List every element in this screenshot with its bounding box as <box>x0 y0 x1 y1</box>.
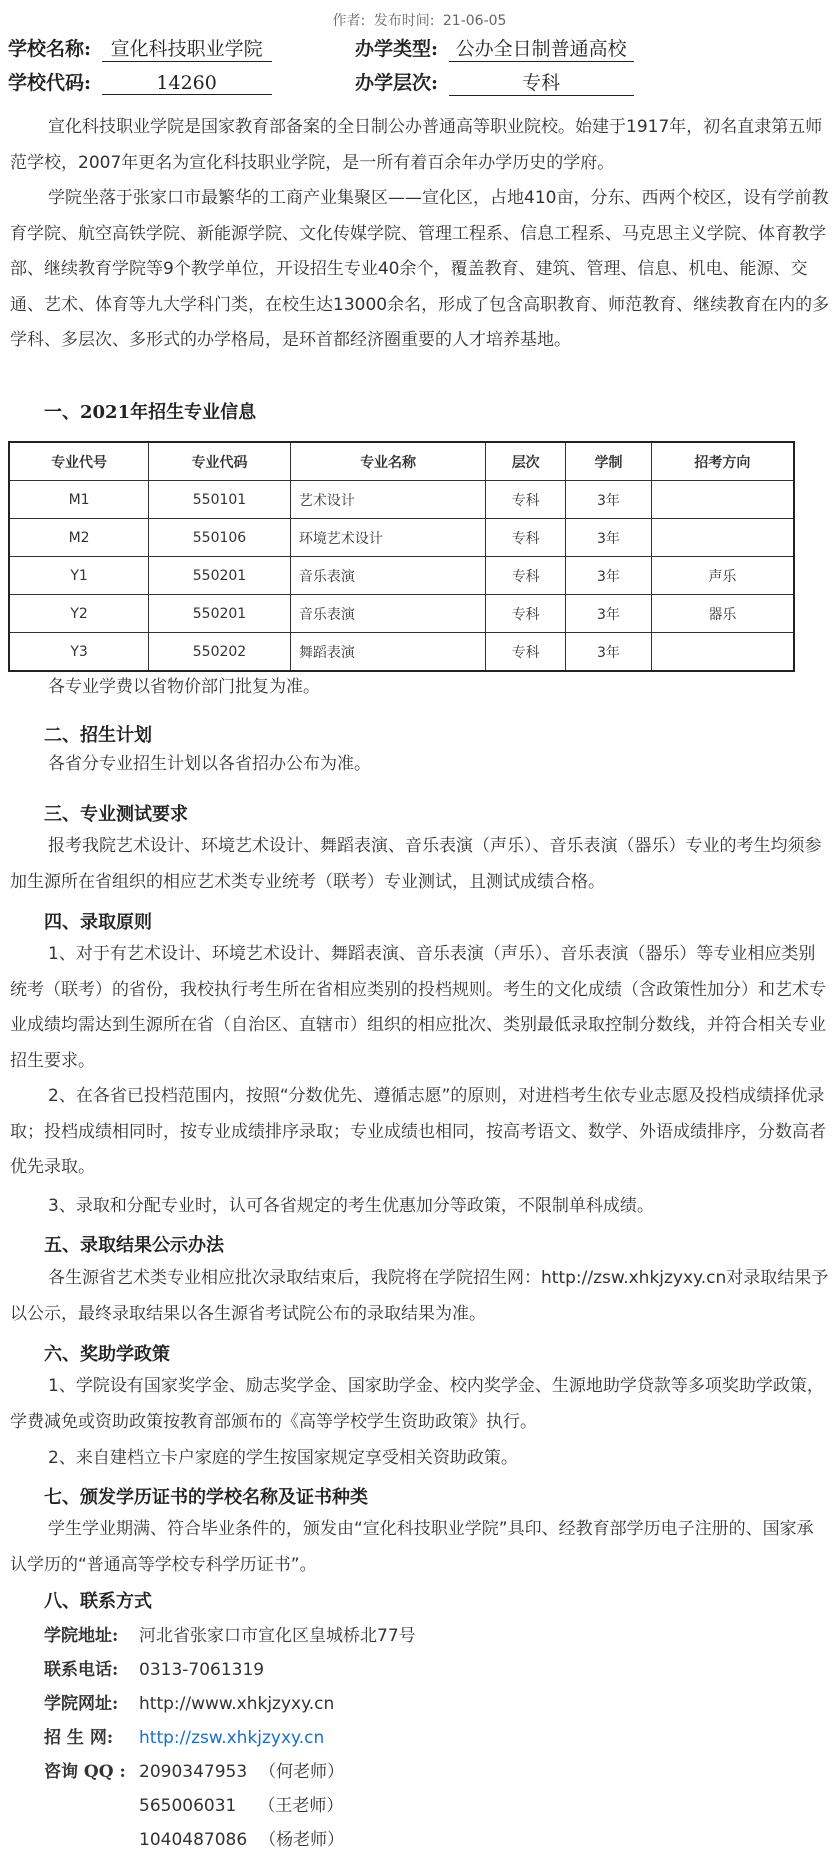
cell-name: 艺术设计 <box>290 481 485 519</box>
contact-qq-2 <box>139 1791 343 1816</box>
code-label: 学校代码: <box>8 72 92 94</box>
publish-time: 21-06-05 <box>442 13 507 29</box>
col-header-level: 层次 <box>486 442 566 481</box>
majors-table <box>8 441 795 672</box>
address-value: 河北省张家口市宣化区皇城桥北77号 <box>139 1626 416 1646</box>
school-name: 宣化科技职业学院 <box>102 34 272 62</box>
type-value: 公办全日制普通高校 <box>449 34 634 62</box>
cell-name: 音乐表演 <box>290 557 485 595</box>
qq-label: 咨询 QQ : <box>44 1762 126 1782</box>
cell-duration: 3年 <box>566 595 652 633</box>
col-header-code-no: 专业代号 <box>9 442 149 481</box>
phone-label: 联系电话: <box>44 1660 119 1680</box>
cell-code: 550201 <box>149 557 291 595</box>
cell-level: 专科 <box>486 633 566 672</box>
table-row <box>9 633 794 672</box>
admission-site-link[interactable]: http://zsw.xhkjzyxy.cn <box>139 1728 325 1748</box>
type-label: 办学类型: <box>355 38 439 60</box>
table-row <box>9 481 794 519</box>
cell-duration: 3年 <box>566 557 652 595</box>
contact-address <box>44 1621 416 1646</box>
contact-phone <box>44 1655 264 1680</box>
section-6-title: 六、奖助学政策 <box>44 1344 170 1365</box>
cell-code-no: Y2 <box>9 595 149 633</box>
cell-direction <box>651 633 794 672</box>
cell-name: 环境艺术设计 <box>290 519 485 557</box>
cell-direction: 器乐 <box>651 595 794 633</box>
cell-code-no: M2 <box>9 519 149 557</box>
qq-contact-person: （王老师） <box>258 1796 344 1816</box>
contact-qq-1 <box>44 1757 344 1782</box>
section-4-text-1: 1、对于有艺术设计、环境艺术设计、舞蹈表演、音乐表演（声乐）、音乐表演（器乐）等专业相应类别统考（联考）的省份，我校执行考生所在省相应类别的投档规则。考生的文化成绩（含政策性加分）和艺术专业成绩均需达到生源所在省（自治区、直辖市）组织的相应批次、类别最低录取控制分数线，并符合相关专业招生要求。 <box>10 944 826 1071</box>
qq-number: 565006031 <box>139 1796 237 1816</box>
intro-paragraph-1: 宣化科技职业学院是国家教育部备案的全日制公办普通高等职业院校。始建于1917年，初名直隶第五师范学校，2007年更名为宣化科技职业学院，是一所有着百余年办学历史的学府。 <box>10 117 823 173</box>
section-3-title: 三、专业测试要求 <box>44 804 188 825</box>
section-4-text-3: 3、录取和分配专业时，认可各省规定的考生优惠加分等政策，不限制单科成绩。 <box>48 1196 654 1216</box>
website-value: http://www.xhkjzyxy.cn <box>139 1694 335 1714</box>
section-8-title: 八、联系方式 <box>44 1591 152 1612</box>
level-label: 办学层次: <box>355 72 439 94</box>
cell-level: 专科 <box>486 519 566 557</box>
cell-level: 专科 <box>486 481 566 519</box>
section-2-title: 二、招生计划 <box>44 725 152 746</box>
info-row-type <box>355 34 634 62</box>
section-4-title: 四、录取原则 <box>44 912 152 933</box>
info-row-level <box>355 68 634 96</box>
school-name-label: 学校名称: <box>8 38 92 60</box>
publish-time-label: 发布时间: <box>373 13 435 29</box>
cell-code: 550201 <box>149 595 291 633</box>
article-meta <box>0 10 839 30</box>
qq-contact-person: （何老师） <box>259 1762 345 1782</box>
author-label: 作者: <box>332 13 366 29</box>
section-7-title: 七、颁发学历证书的学校名称及证书种类 <box>44 1487 368 1508</box>
section-4-text-2: 2、在各省已投档范围内，按照“分数优先、遵循志愿”的原则，对进档考生依专业志愿及投档成绩择优录取；投档成绩相同时，按专业成绩排序录取；专业成绩也相同，按高考语文、数学、外语成绩排序，分数高者优先录取。 <box>10 1086 826 1177</box>
cell-direction <box>651 519 794 557</box>
table-row <box>9 519 794 557</box>
contact-admission-site <box>44 1723 324 1748</box>
info-row-code <box>8 68 272 95</box>
admission-site-label: 招 生 网: <box>44 1728 114 1748</box>
cell-duration: 3年 <box>566 519 652 557</box>
table-header-row <box>9 442 794 481</box>
section-3-text: 报考我院艺术设计、环境艺术设计、舞蹈表演、音乐表演（声乐）、音乐表演（器乐）专业的考生均须参加生源所在省组织的相应艺术类专业统考（联考）专业测试，且测试成绩合格。 <box>10 836 822 892</box>
address-label: 学院地址: <box>44 1626 119 1646</box>
cell-direction: 声乐 <box>651 557 794 595</box>
section-6-text-1: 1、学院设有国家奖学金、励志奖学金、国家助学金、校内奖学金、生源地助学贷款等多项奖助学政策，学费减免或资助政策按教育部颁布的《高等学校学生资助政策》执行。 <box>10 1376 824 1432</box>
cell-code-no: M1 <box>9 481 149 519</box>
section-1-title: 一、2021年招生专业信息 <box>44 402 257 423</box>
qq-number: 1040487086 <box>139 1830 248 1850</box>
cell-level: 专科 <box>486 595 566 633</box>
code-value: 14260 <box>102 72 272 95</box>
cell-name: 舞蹈表演 <box>290 633 485 672</box>
table-row <box>9 557 794 595</box>
cell-code-no: Y1 <box>9 557 149 595</box>
level-value: 专科 <box>449 68 634 96</box>
col-header-duration: 学制 <box>566 442 652 481</box>
cell-direction <box>651 481 794 519</box>
cell-code-no: Y3 <box>9 633 149 672</box>
section-5-text: 各生源省艺术类专业相应批次录取结束后，我院将在学院招生网：http://zsw.xhkjzyxy.cn对录取结果予以公示，最终录取结果以各生源省考试院公布的录取结果为准。 <box>10 1268 829 1324</box>
qq-number: 2090347953 <box>139 1762 248 1782</box>
table-row <box>9 595 794 633</box>
phone-value: 0313-7061319 <box>139 1660 265 1680</box>
cell-duration: 3年 <box>566 481 652 519</box>
col-header-direction: 招考方向 <box>651 442 794 481</box>
intro-paragraph-2: 学院坐落于张家口市最繁华的工商产业集聚区——宣化区，占地410亩，分东、西两个校区，设有学前教育学院、航空高铁学院、新能源学院、文化传媒学院、管理工程系、信息工程系、马克思主义学院、体育教学部、继续教育学院等9个教学单位，开设招生专业40余个，覆盖教育、建筑、管理、信息、机电、能源、交通、艺术、体育等九大学科门类，在校生达13000余名，形成了包含高职教育、师范教育、继续教育在内的多学科、多层次、多形式的办学格局，是环首都经济圈重要的人才培养基地。 <box>10 188 830 350</box>
contact-website <box>44 1689 334 1714</box>
info-row-school <box>8 34 272 62</box>
fee-note: 各专业学费以省物价部门批复为准。 <box>48 677 320 697</box>
section-5-title: 五、录取结果公示办法 <box>44 1235 224 1256</box>
cell-name: 音乐表演 <box>290 595 485 633</box>
cell-duration: 3年 <box>566 633 652 672</box>
section-7-text: 学生学业期满、符合毕业条件的，颁发由“宣化科技职业学院”具印、经教育部学历电子注册的、国家承认学历的“普通高等学校专科学历证书”。 <box>10 1519 814 1575</box>
section-2-text: 各省分专业招生计划以各省招办公布为准。 <box>48 754 371 774</box>
cell-code: 550106 <box>149 519 291 557</box>
section-6-text-2: 2、来自建档立卡户家庭的学生按国家规定享受相关资助政策。 <box>48 1448 518 1468</box>
website-label: 学院网址: <box>44 1694 119 1714</box>
cell-level: 专科 <box>486 557 566 595</box>
col-header-code: 专业代码 <box>149 442 291 481</box>
col-header-name: 专业名称 <box>290 442 485 481</box>
qq-contact-person: （杨老师） <box>259 1830 345 1850</box>
contact-qq-3 <box>139 1825 344 1850</box>
cell-code: 550202 <box>149 633 291 672</box>
cell-code: 550101 <box>149 481 291 519</box>
